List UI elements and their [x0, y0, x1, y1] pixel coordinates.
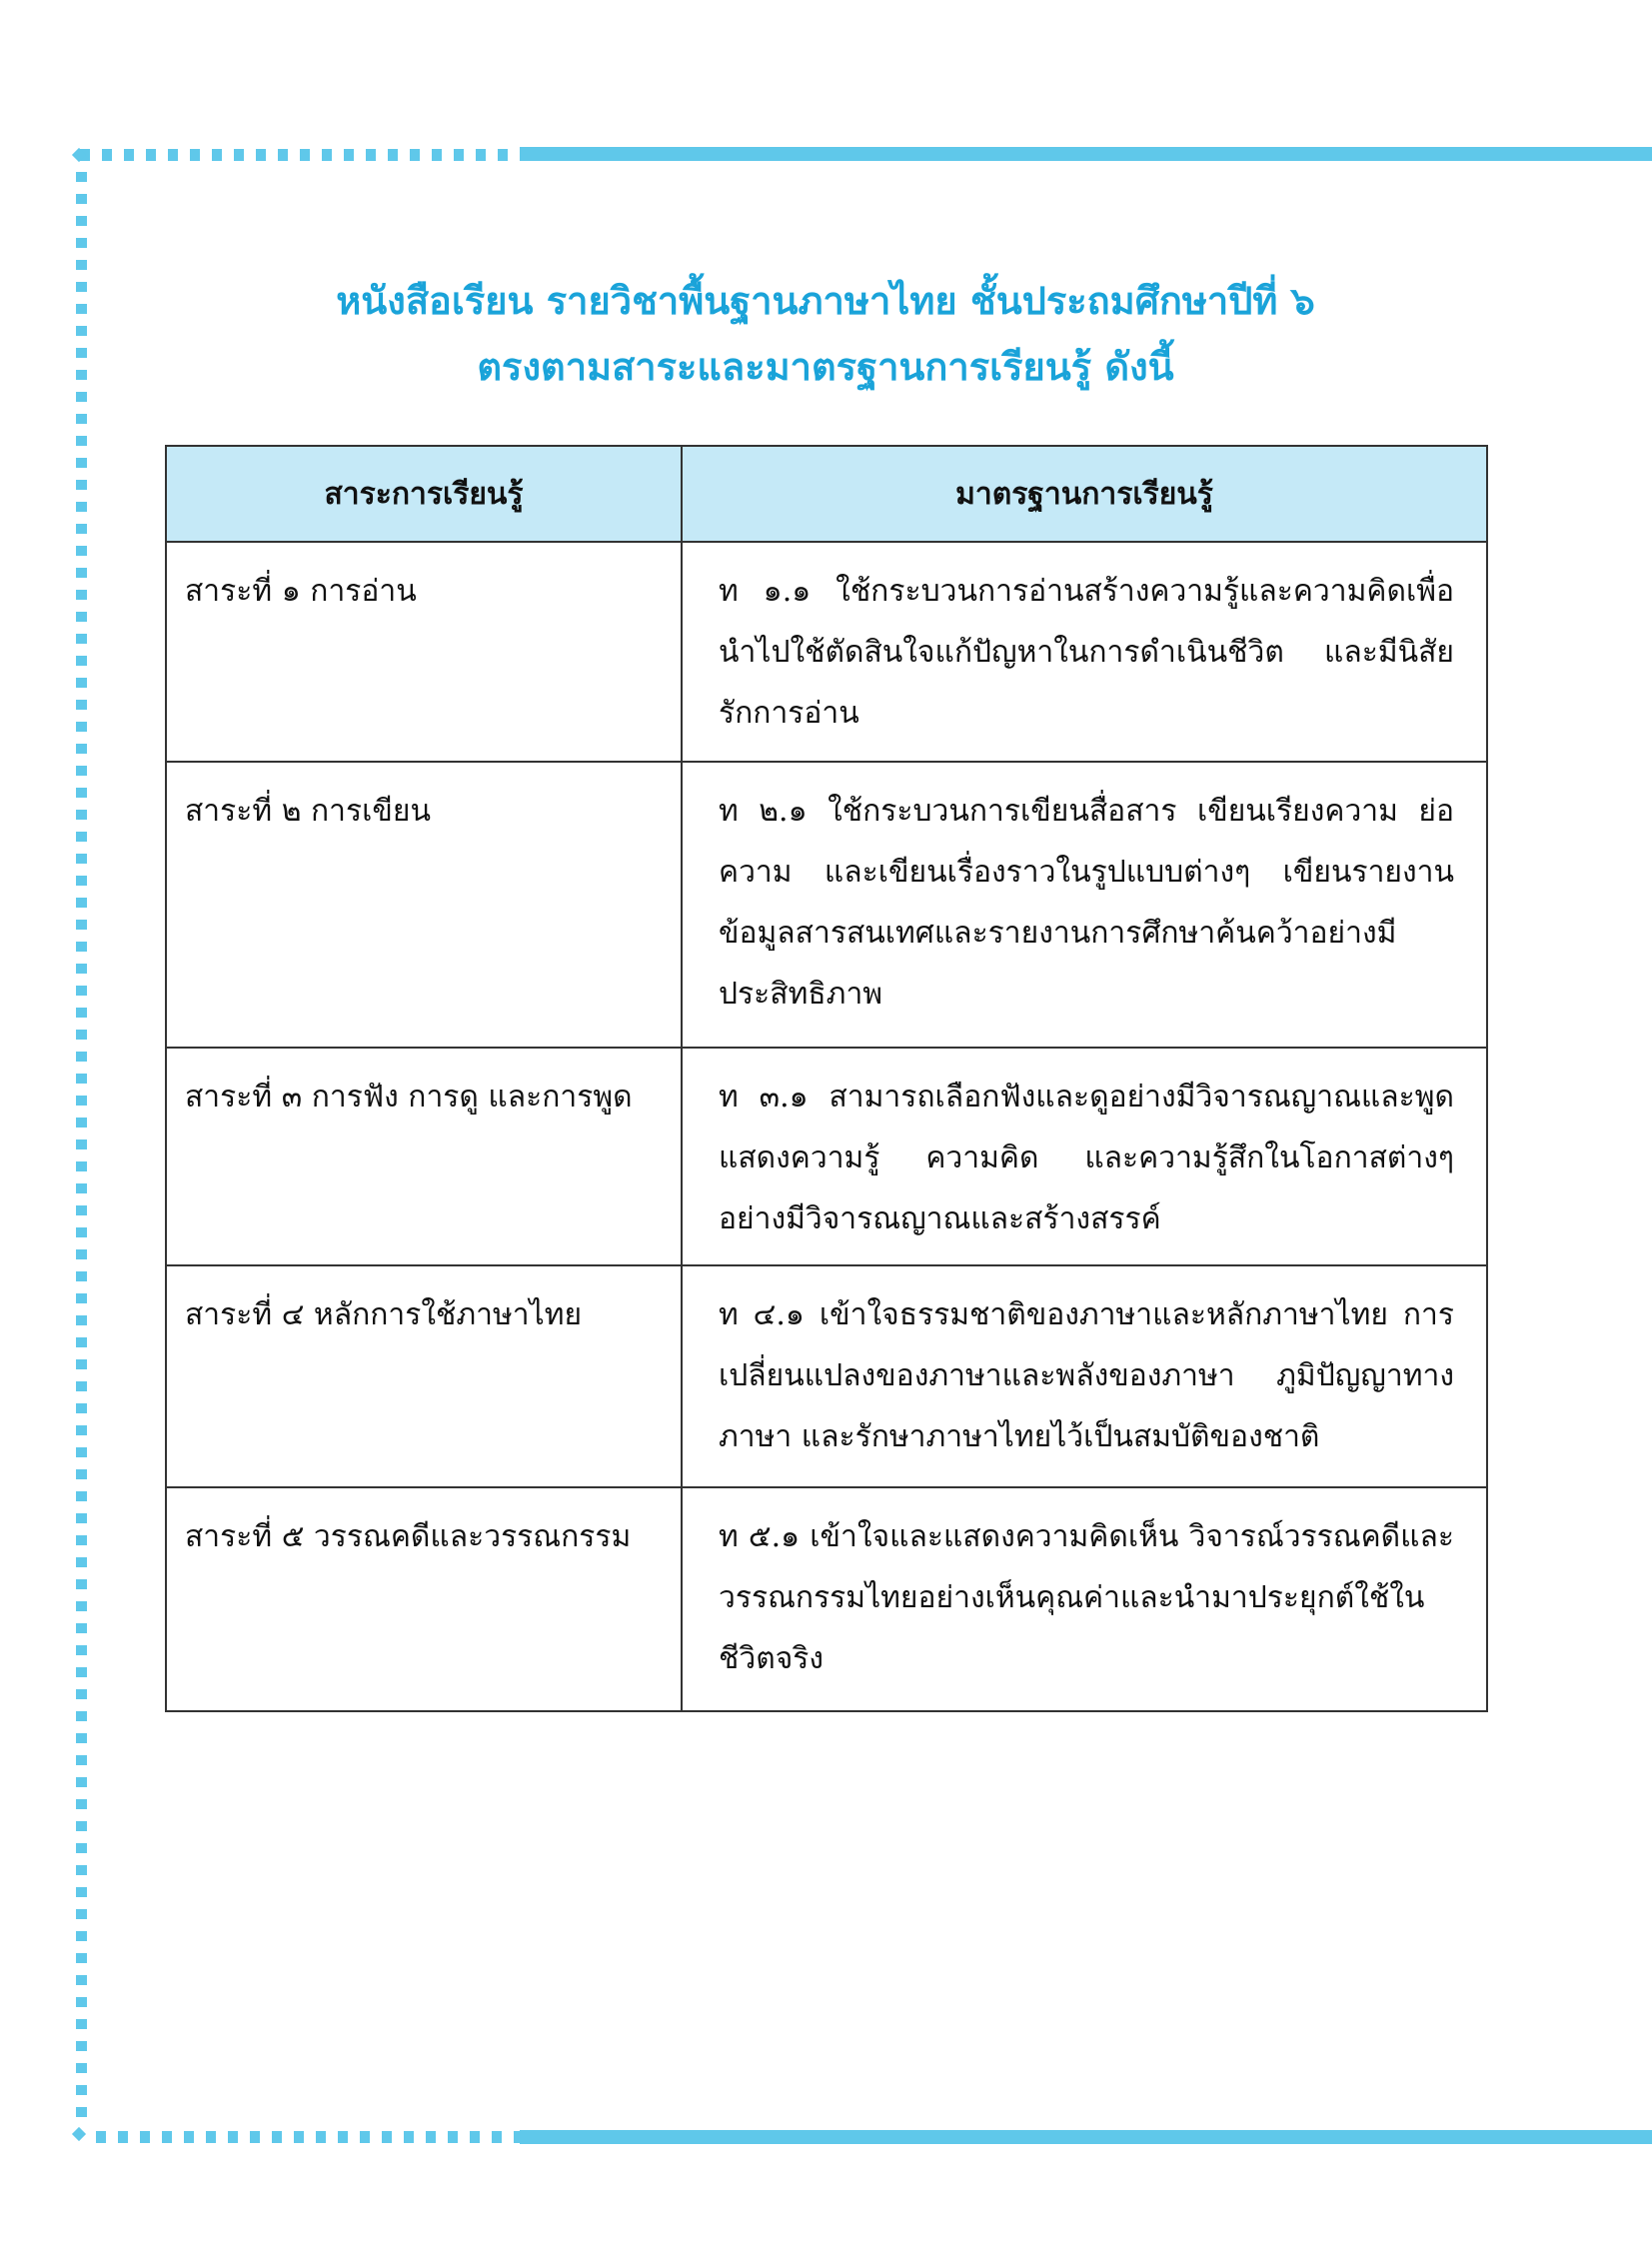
table-header-row	[166, 446, 1487, 542]
standard-cell: ท ๔.๑ เข้าใจธรรมชาติของภาษาและหลักภาษาไทย การเปลี่ยนแปลงของภาษาและพลังของภาษา ภูมิปัญญาทางภาษา และรักษาภาษาไทยไว้เป็นสมบัติของชาติ	[682, 1265, 1487, 1487]
table-row	[166, 1487, 1487, 1711]
strand-cell: สาระที่ ๕ วรรณคดีและวรรณกรรม	[166, 1487, 682, 1711]
strand-cell: สาระที่ ๒ การเขียน	[166, 762, 682, 1048]
standard-cell: ท ๒.๑ ใช้กระบวนการเขียนสื่อสาร เขียนเรียงความ ย่อความ และเขียนเรื่องราวในรูปแบบต่างๆ เขียนรายงานข้อมูลสารสนเทศและรายงานการศึกษาค้นคว้าอย่างมีประสิทธิภาพ	[682, 762, 1487, 1048]
standard-cell: ท ๑.๑ ใช้กระบวนการอ่านสร้างความรู้และความคิดเพื่อนำไปใช้ตัดสินใจแก้ปัญหาในการดำเนินชีวิต และมีนิสัยรักการอ่าน	[682, 542, 1487, 762]
header-learning-standard: มาตรฐานการเรียนรู้	[682, 446, 1487, 542]
table-row	[166, 762, 1487, 1048]
header-learning-strand: สาระการเรียนรู้	[166, 446, 682, 542]
frame-line-top	[520, 147, 1652, 161]
frame-line-bottom	[520, 2130, 1652, 2144]
frame-dotted-border-bottom	[96, 2131, 520, 2143]
curriculum-table	[165, 445, 1488, 1712]
table-row	[166, 1048, 1487, 1265]
table-row	[166, 542, 1487, 762]
strand-cell: สาระที่ ๓ การฟัง การดู และการพูด	[166, 1048, 682, 1265]
standard-cell: ท ๕.๑ เข้าใจและแสดงความคิดเห็น วิจารณ์วรรณคดีและวรรณกรรมไทยอย่างเห็นคุณค่าและนำมาประยุกต์ใช้ในชีวิตจริง	[682, 1487, 1487, 1711]
title-line-1: หนังสือเรียน รายวิชาพื้นฐานภาษาไทย ชั้นประถมศึกษาปีที่ ๖	[336, 278, 1315, 323]
curriculum-table-container	[165, 445, 1486, 1712]
strand-cell: สาระที่ ๑ การอ่าน	[166, 542, 682, 762]
frame-corner-diamond-bottom	[72, 2127, 86, 2141]
standard-cell: ท ๓.๑ สามารถเลือกฟังและดูอย่างมีวิจารณญาณและพูดแสดงความรู้ ความคิด และความรู้สึกในโอกาสต่างๆ อย่างมีวิจารณญาณและสร้างสรรค์	[682, 1048, 1487, 1265]
table-row	[166, 1265, 1487, 1487]
title-line-2: ตรงตามสาระและมาตรฐานการเรียนรู้ ดังนี้	[477, 344, 1174, 389]
strand-cell: สาระที่ ๔ หลักการใช้ภาษาไทย	[166, 1265, 682, 1487]
frame-dotted-border-top	[80, 149, 520, 161]
frame-dotted-border-left	[76, 172, 87, 2129]
page-title	[166, 268, 1485, 400]
